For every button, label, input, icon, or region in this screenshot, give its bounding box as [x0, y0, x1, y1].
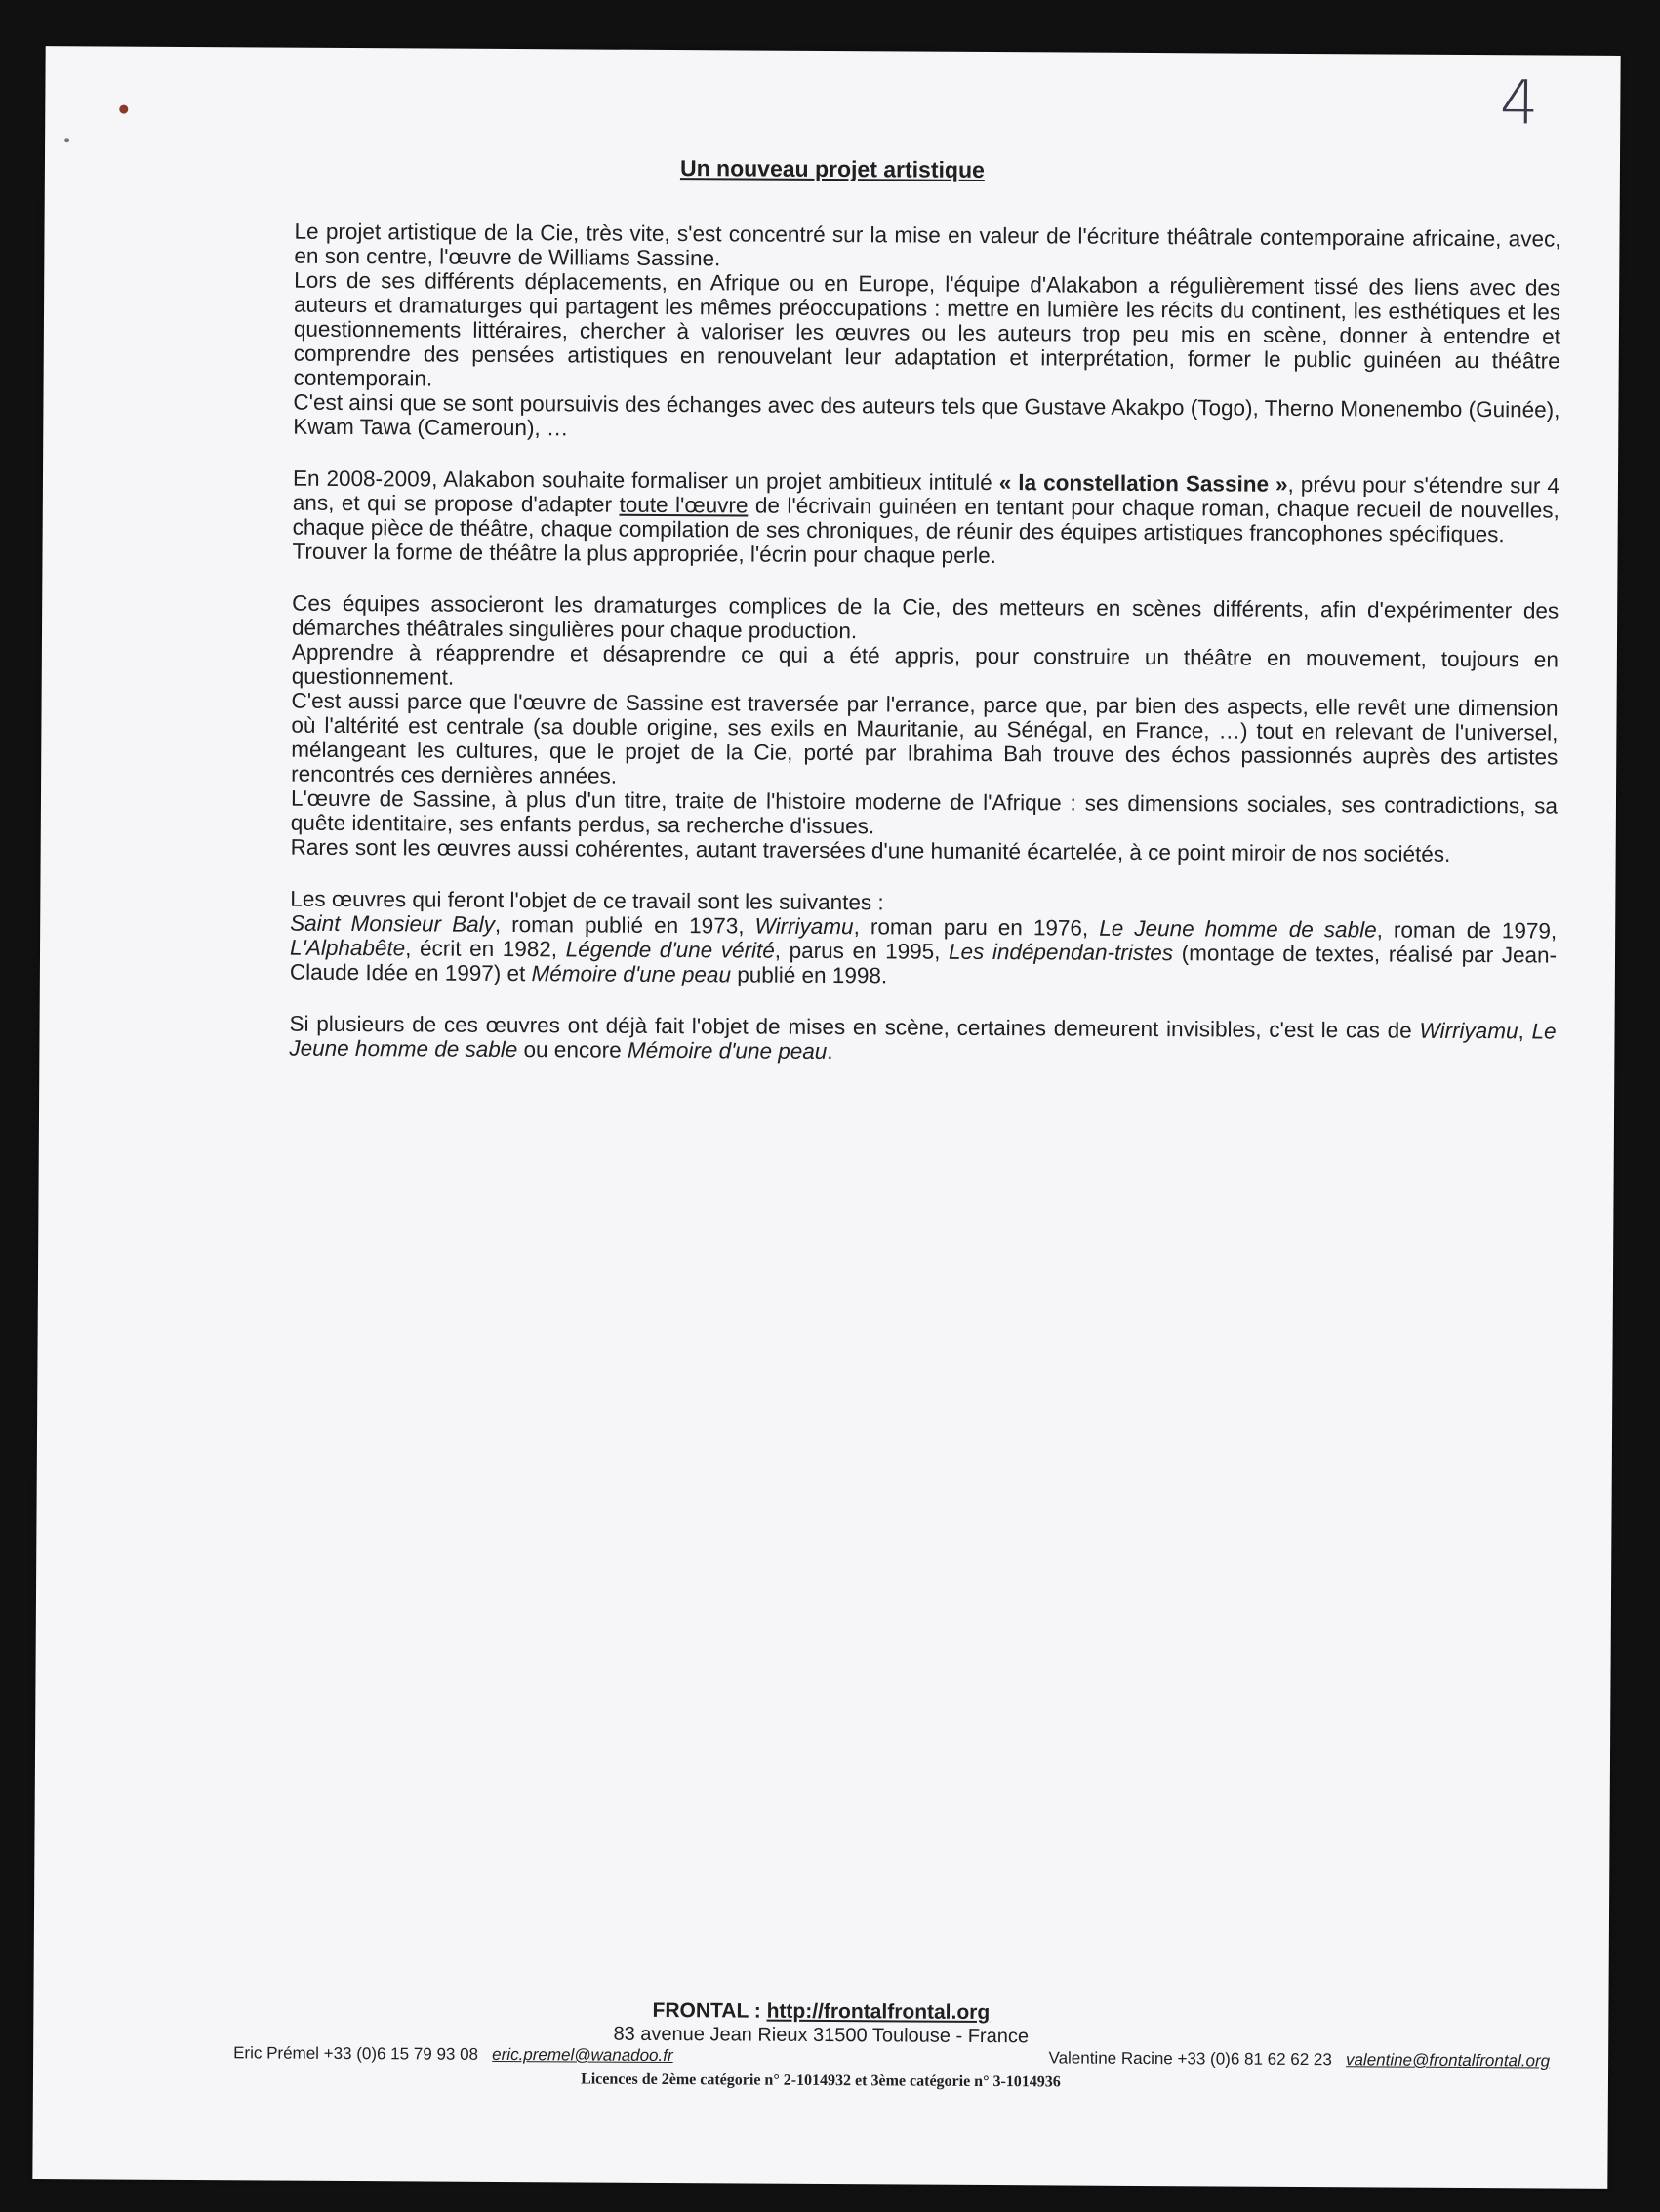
- paragraph: Trouver la forme de théâtre la plus appropriée, l'écrin pour chaque perle.: [292, 539, 996, 569]
- project-name: « la constellation Sassine »: [998, 470, 1288, 497]
- underlined-phrase: toute l'œuvre: [619, 492, 749, 518]
- paragraph: Apprendre à réapprendre et désaprendre ce qui a été appris, pour construire un théâtre en mouvement, toujours en questionnement.: [291, 639, 1559, 690]
- ink-dot: [119, 105, 128, 114]
- paragraph: En 2008-2009, Alakabon souhaite formaliser un projet ambitieux intitulé « la constellation Sassine », prévu pour s'étendre sur 4 ans, et qui se propose d'adapter toute l'œuvre de l'écrivain guinéen en tentant pour chaque roman, chaque recueil de nouvelles, chaque pièce de théâtre, chaque compilation de ses chroniques, de réunir des équipes artistiques francophones spécifiques.: [292, 465, 1560, 547]
- footer-brand: FRONTAL : http://frontalfrontal.org: [652, 1998, 991, 2025]
- works-list: Saint Monsieur Baly, roman publié en 1973, Wirriyamu, roman paru en 1976, Le Jeune homme de sable, roman de 1979, L'Alphabête, écrit en 1982, Légende d'une vérité, parus en 1995, Les indépendan-tristes (montage de textes, réalisé par Jean-Claude Idée en 1997) et Mémoire d'une peau publié en 1998.: [289, 910, 1558, 988]
- paragraph: Les œuvres qui feront l'objet de ce travail sont les suivantes :: [290, 886, 884, 915]
- ink-dot: [64, 138, 69, 142]
- paragraph: C'est aussi parce que l'œuvre de Sassine est traversée par l'errance, parce que, par bien des aspects, elle revêt une dimension où l'altérité est centrale (sa double origine, ses exils en Mauritanie, au Sénégal, en France, …) tout en relevant de l'universel, mélangeant les cultures, que le projet de la Cie, porté par Ibrahima Bah trouve des échos passionnés auprès des artistes rencontrés ces dernières années.: [291, 688, 1559, 788]
- contact-1: Eric Prémel +33 (0)6 15 79 93 08 eric.premel@wanadoo.fr: [233, 2043, 673, 2066]
- footer-licence: Licences de 2ème catégorie n° 2-1014932 et 3ème catégorie n° 3-1014936: [581, 2071, 1061, 2091]
- contact-2: Valentine Racine +33 (0)6 81 62 62 23 valentine@frontalfrontal.org: [1048, 2048, 1551, 2071]
- paragraph: C'est ainsi que se sont poursuivis des échanges avec des auteurs tels que Gustave Akakpo (Togo), Therno Monenembo (Guinée), Kwam Tawa (Cameroun), …: [293, 389, 1560, 441]
- footer-address: 83 avenue Jean Rieux 31500 Toulouse - France: [613, 2023, 1030, 2048]
- paragraph: Le projet artistique de la Cie, très vite, s'est concentré sur la mise en valeur de l'écriture théâtrale contemporaine africaine, avec, en son centre, l'œuvre de Williams Sassine.: [294, 219, 1561, 271]
- email-link[interactable]: eric.premel@wanadoo.fr: [492, 2044, 673, 2066]
- website-link[interactable]: http://frontalfrontal.org: [766, 1999, 991, 2025]
- page-title: Un nouveau projet artistique: [679, 155, 985, 182]
- document-page: [32, 46, 1620, 2189]
- handwritten-page-number: 4: [1499, 66, 1539, 139]
- paragraph: Si plusieurs de ces œuvres ont déjà fait l'objet de mises en scène, certaines demeurent invisibles, c'est le cas de Wirriyamu, Le Jeune homme de sable ou encore Mémoire d'une peau.: [289, 1011, 1557, 1065]
- paragraph: Lors de ses différents déplacements, en Afrique ou en Europe, l'équipe d'Alakabon a régulièrement tissé des liens avec des auteurs et dramaturges qui partagent les mêmes préoccupations : mettre en lumière les récits du continent, les esthétiques et les questionnements littéraires, chercher à valoriser les œuvres ou les auteurs trop peu mis en scène, donner à entendre et comprendre des pensées artistiques en renouvelant leur adaptation et interprétation, former le public guinéen au théâtre contemporain.: [293, 267, 1561, 391]
- document-body: [289, 220, 1560, 1068]
- paragraph: L'œuvre de Sassine, à plus d'un titre, traite de l'histoire moderne de l'Afrique : ses dimensions sociales, ses contradictions, sa quête identitaire, ses enfants perdus, sa recherche d'issues.: [290, 785, 1559, 839]
- email-link[interactable]: valentine@frontalfrontal.org: [1345, 2050, 1551, 2071]
- paragraph: Ces équipes associeront les dramaturges complices de la Cie, des metteurs en scènes différents, afin d'expérimenter des démarches théâtrales singulières pour chaque production.: [291, 590, 1559, 644]
- paragraph: Rares sont les œuvres aussi cohérentes, autant traversées d'une humanité écartelée, à ce point miroir de nos sociétés.: [290, 834, 1451, 866]
